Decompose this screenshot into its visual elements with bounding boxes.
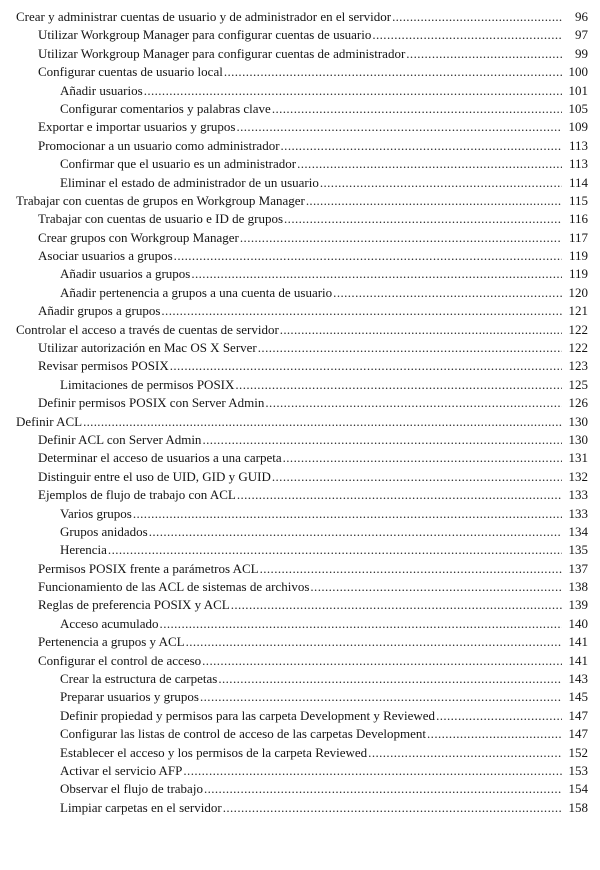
toc-entry-page-number: 154 — [568, 781, 588, 797]
toc-entry-title: Acceso acumulado — [60, 615, 159, 631]
toc-entry[interactable] — [0, 615, 600, 633]
toc-entry[interactable] — [0, 376, 600, 394]
toc-entry[interactable] — [0, 118, 600, 136]
dot-leader — [236, 118, 562, 136]
toc-entry[interactable] — [0, 707, 600, 725]
toc-entry-title: Crear grupos con Workgroup Manager — [38, 229, 239, 245]
dot-leader — [265, 394, 562, 412]
toc-entry[interactable] — [0, 725, 600, 743]
toc-entry-title: Ejemplos de flujo de trabajo con ACL — [38, 487, 236, 503]
toc-entry-title: Activar el servicio AFP — [60, 763, 183, 778]
dot-leader — [297, 155, 562, 173]
toc-entry-page-number: 116 — [568, 211, 588, 227]
toc-entry[interactable] — [0, 321, 600, 339]
toc-entry[interactable] — [0, 26, 600, 44]
toc-entry-page-number: 141 — [568, 652, 588, 668]
dot-leader — [333, 284, 562, 302]
toc-entry[interactable] — [0, 210, 600, 228]
toc-entry[interactable] — [0, 431, 600, 449]
toc-entry-page-number: 152 — [568, 744, 588, 760]
toc-entry-page-number: 113 — [568, 137, 588, 153]
toc-entry-title: Observar el flujo de trabajo — [60, 781, 203, 797]
toc-entry-title: Permisos POSIX frente a parámetros ACL — [38, 560, 259, 576]
dot-leader — [436, 707, 562, 725]
toc-entry[interactable] — [0, 192, 600, 210]
toc-entry-page-number: 133 — [568, 487, 588, 503]
toc-entry-page-number: 138 — [568, 579, 588, 595]
toc-entry[interactable] — [0, 247, 600, 265]
dot-leader — [283, 449, 562, 467]
toc-entry-title: Trabajar con cuentas de usuario e ID de grupos — [38, 211, 284, 227]
toc-entry-page-number: 119 — [568, 248, 588, 264]
dot-leader — [231, 596, 562, 614]
dot-leader — [306, 192, 562, 210]
toc-entry[interactable] — [0, 597, 600, 615]
toc-entry-page-number: 141 — [568, 634, 588, 650]
dot-leader — [281, 137, 562, 155]
toc-entry[interactable] — [0, 560, 600, 578]
toc-entry-title: Pertenencia a grupos y ACL — [38, 634, 185, 650]
toc-entry-title: Trabajar con cuentas de grupos en Workgroup Manager — [16, 192, 305, 208]
dot-leader — [202, 431, 562, 449]
toc-entry[interactable] — [0, 541, 600, 559]
toc-entry-title: Eliminar el estado de administrador de un usuario — [60, 174, 319, 190]
toc-entry-title: Definir ACL — [16, 413, 83, 429]
toc-entry-title: Funcionamiento de las ACL de sistemas de archivos — [38, 579, 310, 595]
dot-leader — [427, 725, 562, 743]
toc-entry-page-number: 130 — [568, 413, 588, 429]
toc-entry-page-number: 153 — [568, 763, 588, 778]
toc-entry-title: Añadir pertenencia a grupos a una cuenta de usuario — [60, 284, 333, 300]
toc-entry-title: Determinar el acceso de usuarios a una carpeta — [38, 450, 282, 466]
dot-leader — [133, 505, 562, 523]
toc-entry[interactable] — [0, 155, 600, 173]
toc-entry-page-number: 137 — [568, 560, 588, 576]
toc-entry[interactable] — [0, 780, 600, 798]
toc-entry-page-number: 123 — [568, 358, 588, 374]
toc-entry-page-number: 143 — [568, 671, 588, 687]
toc-entry-page-number: 132 — [568, 468, 588, 484]
dot-leader — [310, 578, 562, 596]
dot-leader — [272, 468, 562, 486]
toc-entry[interactable] — [0, 523, 600, 541]
toc-entry[interactable] — [0, 63, 600, 81]
toc-entry-page-number: 120 — [568, 284, 588, 300]
toc-entry[interactable] — [0, 799, 600, 817]
toc-entry-page-number: 113 — [568, 156, 588, 172]
toc-entry-page-number: 117 — [568, 229, 588, 245]
toc-entry-title: Asociar usuarios a grupos — [38, 248, 173, 264]
toc-entry-page-number: 122 — [568, 321, 588, 337]
toc-entry-page-number: 121 — [568, 303, 588, 319]
dot-leader — [320, 174, 562, 192]
toc-entry-title: Configurar el control de acceso — [38, 652, 202, 668]
toc-entry-title: Confirmar que el usuario es un administrador — [60, 156, 297, 172]
toc-entry-title: Utilizar Workgroup Manager para configurar cuentas de usuario — [38, 27, 372, 43]
dot-leader — [204, 780, 562, 798]
toc-entry-title: Definir propiedad y permisos para las carpeta Development y Reviewed — [60, 707, 436, 723]
toc-entry-page-number: 147 — [568, 726, 588, 742]
dot-leader — [160, 615, 562, 633]
toc-entry[interactable] — [0, 100, 600, 118]
toc-entry-title: Limpiar carpetas en el servidor — [60, 799, 222, 815]
toc-entry[interactable] — [0, 82, 600, 100]
toc-entry-page-number: 96 — [575, 8, 588, 24]
toc-entry-title: Grupos anidados — [60, 523, 148, 539]
dot-leader — [392, 8, 562, 26]
toc-entry[interactable] — [0, 744, 600, 762]
toc-entry[interactable] — [0, 8, 600, 26]
toc-entry[interactable] — [0, 670, 600, 688]
dot-leader — [191, 265, 562, 283]
toc-entry[interactable] — [0, 339, 600, 357]
toc-entry-page-number: 158 — [568, 799, 588, 815]
toc-entry-page-number: 139 — [568, 597, 588, 613]
toc-entry-page-number: 133 — [568, 505, 588, 521]
dot-leader — [260, 560, 562, 578]
dot-leader — [258, 339, 562, 357]
toc-entry-title: Definir ACL con Server Admin — [38, 431, 202, 447]
toc-entry-page-number: 147 — [568, 707, 588, 723]
dot-leader — [183, 762, 562, 780]
toc-entry[interactable] — [0, 413, 600, 431]
dot-leader — [237, 486, 562, 504]
toc-entry[interactable] — [0, 174, 600, 192]
toc-entry-title: Establecer el acceso y los permisos de la carpeta Reviewed — [60, 744, 368, 760]
toc-entry-title: Utilizar autorización en Mac OS X Server — [38, 340, 257, 356]
dot-leader — [202, 652, 562, 670]
dot-leader — [280, 321, 562, 339]
toc-entry[interactable] — [0, 468, 600, 486]
toc-entry-title: Varios grupos — [60, 505, 132, 521]
toc-entry-title: Revisar permisos POSIX — [38, 358, 169, 374]
toc-entry-page-number: 125 — [568, 376, 588, 392]
toc-entry[interactable] — [0, 762, 600, 780]
toc-entry[interactable] — [0, 633, 600, 651]
dot-leader — [224, 63, 562, 81]
toc-entry-title: Limitaciones de permisos POSIX — [60, 376, 235, 392]
dot-leader — [186, 633, 562, 651]
toc-entry[interactable] — [0, 394, 600, 412]
toc-entry[interactable] — [0, 302, 600, 320]
toc-entry-title: Añadir grupos a grupos — [38, 303, 161, 319]
toc-entry-page-number: 122 — [568, 340, 588, 356]
dot-leader — [144, 82, 562, 100]
toc-entry-page-number: 135 — [568, 542, 588, 558]
toc-entry-page-number: 130 — [568, 431, 588, 447]
dot-leader — [83, 413, 562, 431]
toc-entry-page-number: 109 — [568, 119, 588, 135]
toc-entry-page-number: 114 — [568, 174, 588, 190]
toc-entry-title: Preparar usuarios y grupos — [60, 689, 199, 705]
toc-entry-title: Configurar cuentas de usuario local — [38, 64, 223, 80]
dot-leader — [161, 302, 562, 320]
dot-leader — [235, 376, 562, 394]
dot-leader — [272, 100, 562, 118]
toc-entry[interactable] — [0, 449, 600, 467]
toc-entry-title: Crear y administrar cuentas de usuario y de administrador en el servidor — [16, 8, 392, 24]
toc-entry-page-number: 97 — [575, 27, 588, 43]
toc-entry-title: Configurar las listas de control de acceso de las carpetas Development — [60, 726, 427, 742]
dot-leader — [149, 523, 562, 541]
dot-leader — [406, 45, 562, 63]
toc-entry[interactable] — [0, 265, 600, 283]
toc-entry-title: Añadir usuarios — [60, 82, 143, 98]
toc-entry-title: Utilizar Workgroup Manager para configurar cuentas de administrador — [38, 45, 406, 61]
toc-entry-page-number: 145 — [568, 689, 588, 705]
toc-entry-page-number: 119 — [568, 266, 588, 282]
toc-entry[interactable] — [0, 688, 600, 706]
toc-entry[interactable] — [0, 578, 600, 596]
toc-entry-title: Promocionar a un usuario como administrador — [38, 137, 280, 153]
toc-entry[interactable] — [0, 505, 600, 523]
toc-entry-title: Añadir usuarios a grupos — [60, 266, 191, 282]
toc-entry-title: Distinguir entre el uso de UID, GID y GUID — [38, 468, 271, 484]
dot-leader — [170, 357, 562, 375]
toc-entry-title: Reglas de preferencia POSIX y ACL — [38, 597, 230, 613]
toc-entry[interactable] — [0, 652, 600, 670]
dot-leader — [372, 26, 562, 44]
dot-leader — [368, 744, 562, 762]
toc-entry[interactable] — [0, 284, 600, 302]
toc-entry[interactable] — [0, 45, 600, 63]
toc-entry-page-number: 134 — [568, 523, 588, 539]
toc-entry-title: Herencia — [60, 542, 107, 558]
dot-leader — [108, 541, 562, 559]
toc-entry[interactable] — [0, 486, 600, 504]
toc-entry-page-number: 140 — [568, 615, 588, 631]
toc-entry-page-number: 126 — [568, 395, 588, 411]
toc-entry-title: Exportar e importar usuarios y grupos — [38, 119, 236, 135]
dot-leader — [240, 229, 562, 247]
toc-entry[interactable] — [0, 229, 600, 247]
dot-leader — [174, 247, 562, 265]
dot-leader — [223, 799, 562, 817]
toc-entry-title: Configurar comentarios y palabras clave — [60, 100, 271, 116]
dot-leader — [218, 670, 562, 688]
toc-entry-title: Controlar el acceso a través de cuentas de servidor — [16, 321, 279, 337]
toc-entry-page-number: 101 — [568, 82, 588, 98]
toc-entry[interactable] — [0, 357, 600, 375]
toc-entry-page-number: 131 — [568, 450, 588, 466]
toc-entry-title: Crear la estructura de carpetas — [60, 671, 218, 687]
toc-entry-title: Definir permisos POSIX con Server Admin — [38, 395, 265, 411]
dot-leader — [200, 688, 562, 706]
toc-entry-page-number: 100 — [568, 64, 588, 80]
dot-leader — [284, 210, 562, 228]
toc-entry-page-number: 99 — [575, 45, 588, 61]
toc-entry-page-number: 115 — [568, 192, 588, 208]
toc-entry[interactable] — [0, 137, 600, 155]
toc-entry-page-number: 105 — [568, 100, 588, 116]
